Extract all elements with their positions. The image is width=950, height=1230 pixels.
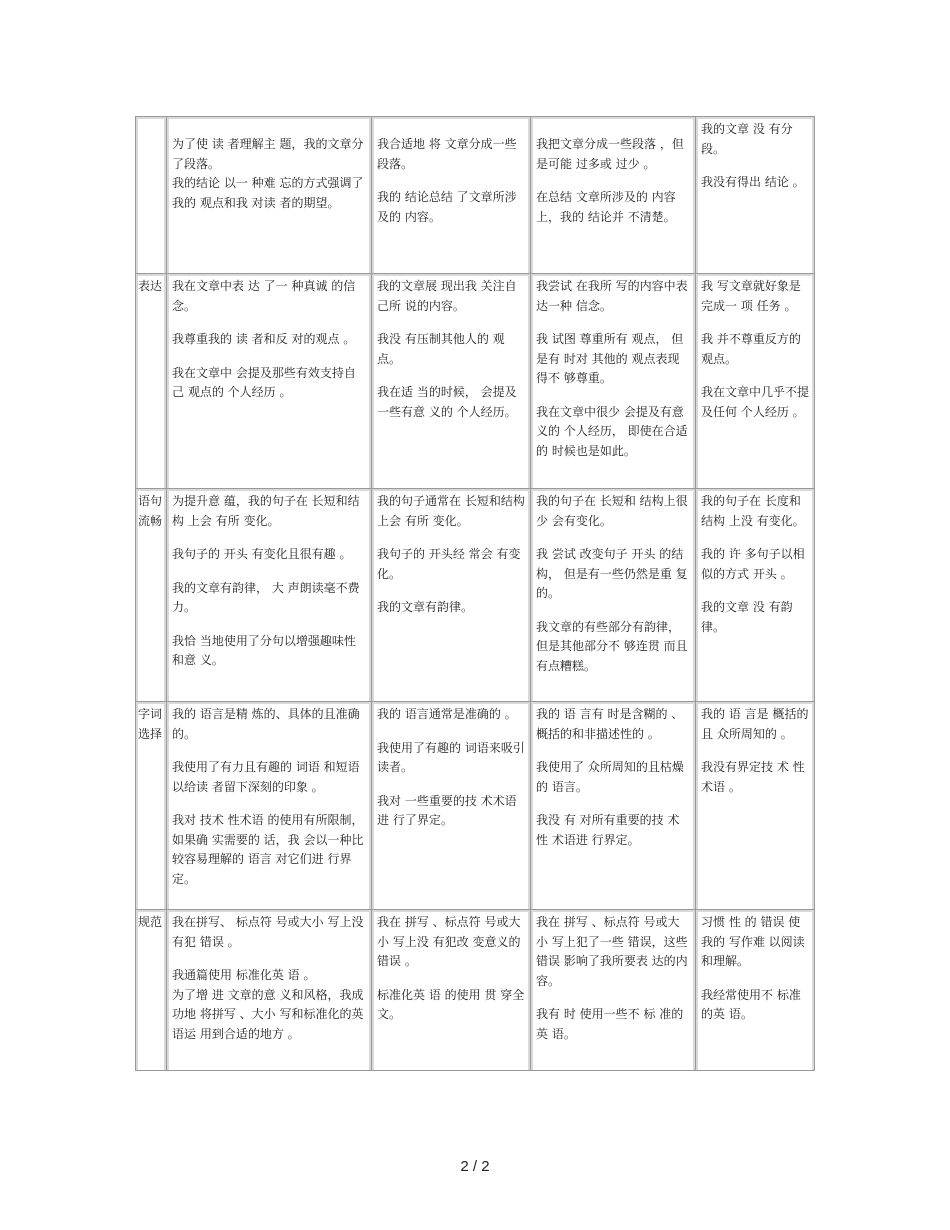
criterion-text: 习惯 性 的 错误 使我的 写作难 以阅读和理解。 bbox=[701, 915, 805, 968]
criterion-text: 我的 语 言是 概括的且 众所周知的 。 bbox=[701, 707, 809, 741]
level-4-cell bbox=[166, 701, 371, 909]
criterion-text: 为了增 进 文章的意 义和风格，我成功地 将拼写 、大小 写和标准化的英 语运 用到合适的地方 。 bbox=[172, 987, 364, 1041]
level-1-cell bbox=[695, 488, 815, 701]
criterion-text: 我句子的 开头 有变化且很有趣 。 bbox=[172, 547, 352, 561]
criterion-text: 我在文章中表 达 了一 种真诚 的信念。 bbox=[172, 279, 356, 313]
rubric-row-expression bbox=[135, 273, 815, 488]
criterion-text: 我 尝试 改变句子 开头 的结构， 但是有一些仍然是重 复的。 bbox=[536, 547, 688, 600]
criterion-text: 我的句子通常在 长短和结构 上会 有所 变化。 bbox=[377, 494, 525, 528]
category-cell: 语句流畅 bbox=[135, 488, 166, 701]
criterion-text: 我在文章中几乎不提及任何 个人经历 。 bbox=[701, 385, 810, 419]
criterion-text: 在总结 文章所涉及的 内容上，我的 结论并 不清楚。 bbox=[536, 190, 676, 224]
criterion-text: 我的 语言通常是准确的 。 bbox=[377, 707, 517, 721]
level-3-cell bbox=[371, 909, 530, 1071]
criterion-text: 我尝试 在我所 写的内容中表 达一种 信念。 bbox=[536, 279, 688, 313]
level-2-cell bbox=[530, 909, 695, 1071]
criterion-text: 标准化英 语 的使用 贯 穿全文。 bbox=[377, 987, 525, 1021]
criterion-text: 我在 拼写 、标点符 号或大小 写上犯了一些 错误，这些错误 影响了我所要表 达的内容。 bbox=[536, 915, 688, 988]
criterion-text: 我没有界定技 术 性 术语 。 bbox=[701, 760, 805, 794]
criterion-text: 我合适地 将 文章分成一些段落。 bbox=[377, 137, 517, 171]
level-4-cell bbox=[166, 116, 371, 273]
level-3-cell bbox=[371, 273, 530, 488]
criterion-text: 我的文章有韵律， 大 声朗读毫不费力。 bbox=[172, 580, 360, 614]
level-2-cell bbox=[530, 116, 695, 273]
level-1-cell bbox=[695, 701, 815, 909]
level-2-cell bbox=[530, 273, 695, 488]
criterion-text: 我在 拼写 、标点符 号或大小 写上没 有犯改 变意义的错误 。 bbox=[377, 915, 521, 968]
criterion-text: 我在文章中 会提及那些有效支持自己 观点的 个人经历 。 bbox=[172, 365, 356, 399]
level-3-cell bbox=[371, 488, 530, 701]
level-1-cell bbox=[695, 273, 815, 488]
level-3-cell bbox=[371, 701, 530, 909]
category-cell: 字词选择 bbox=[135, 701, 166, 909]
criterion-text: 我尊重我的 读 者和反 对的观点 。 bbox=[172, 332, 356, 346]
criterion-text: 我的文章 没 有分段。 bbox=[701, 122, 793, 156]
level-2-cell bbox=[530, 488, 695, 701]
rubric-body bbox=[135, 116, 815, 1071]
level-4-cell bbox=[166, 488, 371, 701]
criterion-text: 我的 语 言有 时是含糊的 、概括的和非描述性的 。 bbox=[536, 707, 684, 741]
criterion-text: 我使用了有力且有趣的 词语 和短语 以给读 者留下深刻的印象 。 bbox=[172, 760, 360, 794]
rubric-row-sentence-fluency bbox=[135, 488, 815, 701]
criterion-text: 我在拼写、 标点符 号或大小 写上没 有犯 错误 。 bbox=[172, 915, 364, 949]
criterion-text: 我在适 当的时候， 会提及一些有意 义的 个人经历。 bbox=[377, 385, 517, 419]
rubric-row-word-choice bbox=[135, 701, 815, 909]
criterion-text: 我没 有压制其他人的 观点。 bbox=[377, 332, 505, 366]
criterion-text: 我有 时 使用一些不 标 准的英 语。 bbox=[536, 1007, 684, 1041]
criterion-text: 我的文章展 现出我 关注自己所 说的内容。 bbox=[377, 279, 517, 313]
criterion-text: 为了使 读 者理解主 题，我的文章分了段落。 bbox=[172, 137, 364, 171]
criterion-text: 我把文章分成一些段落 ，但是可能 过多或 过少 。 bbox=[536, 137, 684, 171]
criterion-text: 我 并不尊重反方的 观点。 bbox=[701, 332, 801, 366]
criterion-text: 我的文章 没 有韵律。 bbox=[701, 600, 793, 634]
criterion-text: 我文章的有些部分有韵律，但是其他部分不 够连贯 而且有点糟糕。 bbox=[536, 619, 688, 673]
criterion-text: 我恰 当地使用了分句以增强趣味性和意 义。 bbox=[172, 633, 356, 667]
criterion-text: 我的句子在 长度和结构 上没 有变化。 bbox=[701, 494, 805, 528]
level-1-cell bbox=[695, 116, 815, 273]
criterion-text: 我经常使用不 标准的英 语。 bbox=[701, 987, 801, 1021]
category-cell: 表达 bbox=[135, 273, 166, 488]
page-number: 2 / 2 bbox=[460, 1158, 490, 1175]
criterion-text: 我 试图 尊重所有 观点， 但是有 时对 其他的 观点表现得不 够尊重。 bbox=[536, 332, 684, 385]
category-cell bbox=[135, 116, 166, 273]
criterion-text: 我的结论 以一 种难 忘的方式强调了我的 观点和我 对读 者的期望。 bbox=[172, 176, 364, 210]
criterion-text: 我的 许 多句子以相似的方式 开头 。 bbox=[701, 547, 805, 581]
category-cell: 规范 bbox=[135, 909, 166, 1071]
criterion-text: 为提升意 蕴，我的句子在 长短和结构 上会 有所 变化。 bbox=[172, 494, 360, 528]
criterion-text: 我在文章中很少 会提及有意 义的 个人经历， 即使在合适的 时候也是如此。 bbox=[536, 404, 688, 458]
criterion-text: 我的 结论总结 了文章所涉及的 内容。 bbox=[377, 190, 517, 224]
criterion-text: 我对 技术 性术语 的使用有所限制，如果确 实需要的 话，我 会以一种比较容易理解的 语言 对它们进 行界定。 bbox=[172, 813, 364, 886]
criterion-text: 我使用了有趣的 词语来吸引 读者。 bbox=[377, 740, 525, 774]
criterion-text: 我使用了 众所周知的且枯燥的 语言。 bbox=[536, 760, 684, 794]
level-1-cell bbox=[695, 909, 815, 1071]
rubric-row-conventions bbox=[135, 909, 815, 1071]
criterion-text: 我的文章有韵律。 bbox=[377, 600, 474, 614]
criterion-text: 我的句子在 长短和 结构上很少 会有变化。 bbox=[536, 494, 688, 528]
criterion-text: 我没 有 对所有重要的技 术 性 术语进 行界定。 bbox=[536, 813, 680, 847]
criterion-text: 我句子的 开头经 常会 有变化。 bbox=[377, 547, 521, 581]
level-4-cell bbox=[166, 273, 371, 488]
rubric-table bbox=[135, 116, 815, 1071]
criterion-text: 我通篇使用 标准化英 语 。 bbox=[172, 968, 316, 982]
rubric-row-organization bbox=[135, 116, 815, 273]
criterion-text: 我对 一些重要的技 术术语进 行了界定。 bbox=[377, 793, 517, 827]
level-4-cell bbox=[166, 909, 371, 1071]
level-3-cell bbox=[371, 116, 530, 273]
criterion-text: 我 写文章就好象是完成一 项 任务 。 bbox=[701, 279, 801, 313]
criterion-text: 我的 语言是精 炼的、具体的且准确的。 bbox=[172, 707, 360, 741]
level-2-cell bbox=[530, 701, 695, 909]
criterion-text: 我没有得出 结论 。 bbox=[701, 175, 805, 189]
